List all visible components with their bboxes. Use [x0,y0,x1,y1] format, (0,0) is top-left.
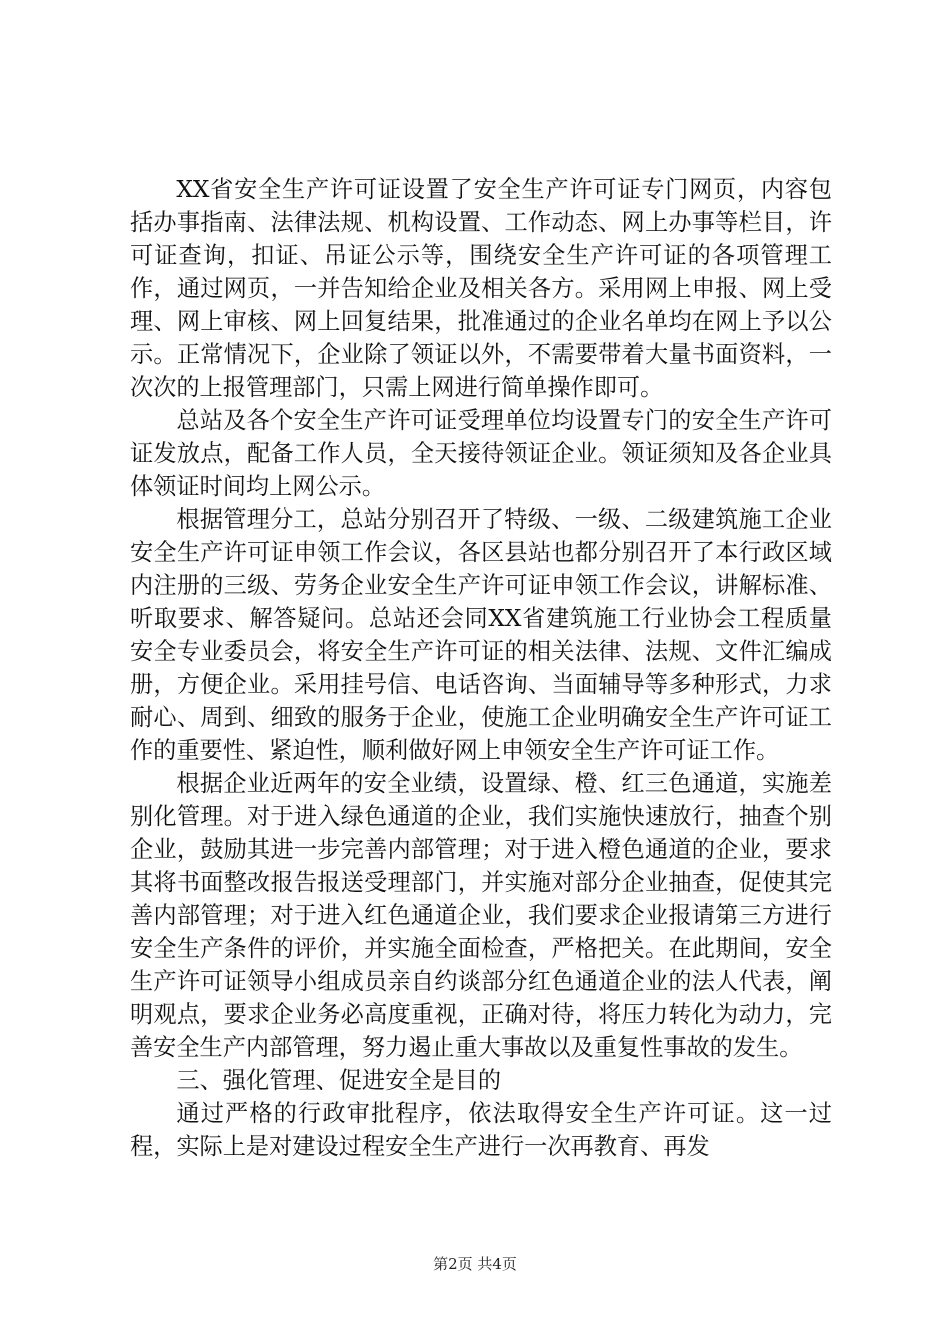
paragraph-meetings: 根据管理分工，总站分别召开了特级、一级、二级建筑施工企业安全生产许可证申领工作会议，各区县站也都分别召开了本行政区域内注册的三级、劳务企业安全生产许可证申领工作会议，讲解标准、听取要求、解答疑问。总站还会同XX省建筑施工行业协会工程质量安全专业委员会，将安全生产许可证的相关法律、法规、文件汇编成册，方便企业。采用挂号信、电话咨询、当面辅导等多种形式，力求耐心、周到、细致的服务于企业，使施工企业明确安全生产许可证工作的重要性、紧迫性，顺利做好网上申领安全生产许可证工作。 [130,506,832,764]
document-body [130,173,832,1163]
paragraph-online-service: XX省安全生产许可证设置了安全生产许可证专门网页，内容包括办事指南、法律法规、机构设置、工作动态、网上办事等栏目，许可证查询，扣证、吊证公示等，围绕安全生产许可证的各项管理工作，通过网页，一并告知给企业及相关各方。采用网上申报、网上受理、网上审核、网上回复结果，批准通过的企业名单均在网上予以公示。正常情况下，企业除了领证以外，不需要带着大量书面资料，一次次的上报管理部门，只需上网进行简单操作即可。 [130,176,832,401]
section-heading-3: 三、强化管理、促进安全是目的 [176,1067,502,1094]
page-footer: 第2页 共4页 [433,1255,517,1273]
paragraph-three-color-channels: 根据企业近两年的安全业绩，设置绿、橙、红三色通道，实施差别化管理。对于进入绿色通道的企业，我们实施快速放行，抽查个别企业，鼓励其进一步完善内部管理；对于进入橙色通道的企业，要求其将书面整改报告报送受理部门，并实施对部分企业抽查，促使其完善内部管理；对于进入红色通道企业，我们要求企业报请第三方进行安全生产条件的评价，并实施全面检查，严格把关。在此期间，安全生产许可证领导小组成员亲自约谈部分红色通道企业的法人代表，阐明观点，要求企业务必高度重视，正确对待，将压力转化为动力，完善安全生产内部管理，努力遏止重大事故以及重复性事故的发生。 [130,770,832,1061]
paragraph-issuance-points: 总站及各个安全生产许可证受理单位均设置专门的安全生产许可证发放点，配备工作人员，全天接待领证企业。领证须知及各企业具体领证时间均上网公示。 [130,407,832,500]
paragraph-approval-process: 通过严格的行政审批程序，依法取得安全生产许可证。这一过程，实际上是对建设过程安全生产进行一次再教育、再发 [130,1100,832,1160]
